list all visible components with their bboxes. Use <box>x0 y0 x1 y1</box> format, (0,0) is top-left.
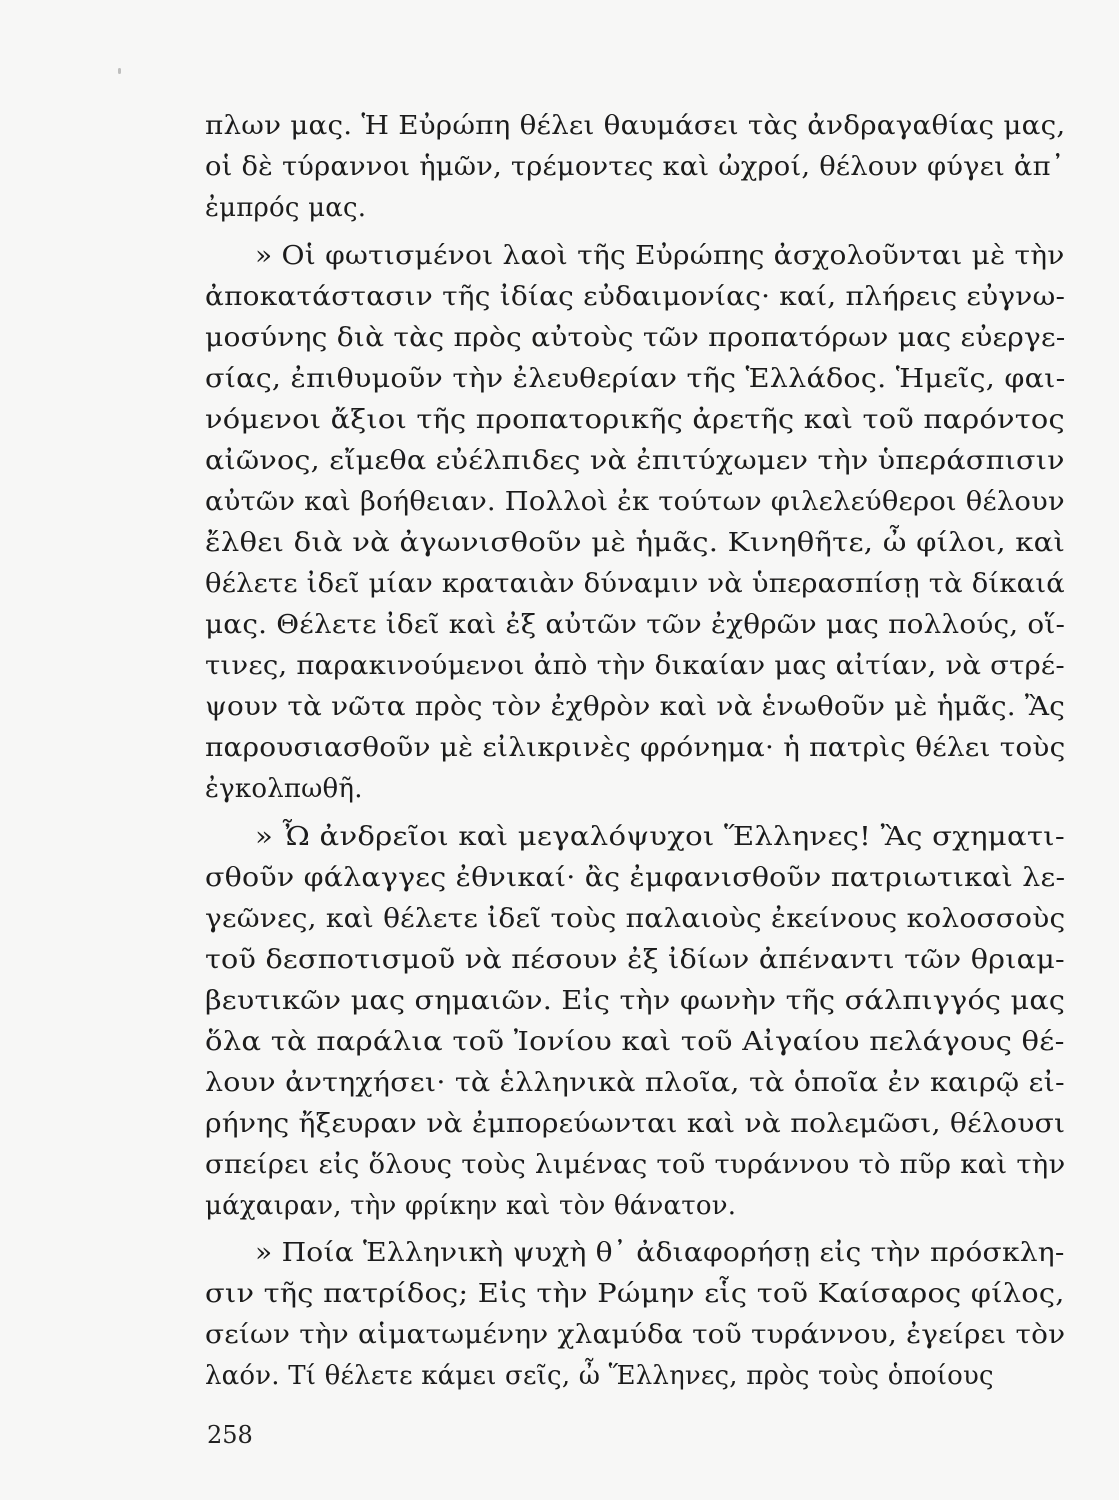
text-line-7: σίας, ἐπιθυμοῦν τὴν ἐλευθερίαν τῆς Ἑλλάδος. Ἡμεῖς, φαι- <box>205 364 1066 394</box>
text-line-22: βευτικῶν μας σημαιῶν. Εἰς τὴν φωνὴν τῆς σάλπιγγός μας <box>205 986 1066 1016</box>
text-line-11: ἔλθει διὰ νὰ ἀγωνισθοῦν μὲ ἡμᾶς. Κινηθῆτε, ὦ φίλοι, καὶ <box>205 528 1066 558</box>
text-line-17: ἐγκολπωθῆ. <box>205 774 363 804</box>
text-line-6: μοσύνης διὰ τὰς πρὸς αὐτοὺς τῶν προπατόρων μας εὐεργε- <box>205 323 1066 353</box>
text-line-8: νόμενοι ἄξιοι τῆς προπατορικῆς ἀρετῆς καὶ τοῦ παρόντος <box>205 405 1065 435</box>
text-line-12: θέλετε ἰδεῖ μίαν κραταιὰν δύναμιν νὰ ὑπερασπίσῃ τὰ δίκαιά <box>205 569 1065 599</box>
text-line-28: » Ποία Ἑλληνικὴ ψυχὴ θ᾽ ἀδιαφορήσῃ εἰς τὴν πρόσκλη- <box>255 1238 1065 1268</box>
text-line-13: μας. Θέλετε ἰδεῖ καὶ ἐξ αὐτῶν τῶν ἐχθρῶν μας πολλούς, οἵ- <box>205 610 1066 640</box>
text-line-23: ὅλα τὰ παράλια τοῦ Ἰονίου καὶ τοῦ Αἰγαίου πελάγους θέ- <box>205 1027 1065 1057</box>
ink-mark <box>118 68 121 74</box>
text-line-29: σιν τῆς πατρίδος; Εἰς τὴν Ρώμην εἷς τοῦ Καίσαρος φίλος, <box>205 1279 1065 1309</box>
text-line-4: » Οἱ φωτισμένοι λαοὶ τῆς Εὐρώπης ἀσχολοῦνται μὲ τὴν <box>255 241 1065 271</box>
text-line-27: μάχαιραν, τὴν φρίκην καὶ τὸν θάνατον. <box>205 1191 737 1221</box>
text-line-9: αἰῶνος, εἴμεθα εὐέλπιδες νὰ ἐπιτύχωμεν τὴν ὑπεράσπισιν <box>205 446 1065 476</box>
text-line-16: παρουσιασθοῦν μὲ εἰλικρινὲς φρόνημα· ἡ πατρὶς θέλει τοὺς <box>205 733 1066 763</box>
text-line-30: σείων τὴν αἱματωμένην χλαμύδα τοῦ τυράννου, ἐγείρει τὸν <box>205 1320 1066 1350</box>
text-line-15: ψουν τὰ νῶτα πρὸς τὸν ἐχθρὸν καὶ νὰ ἑνωθοῦν μὲ ἡμᾶς. Ἂς <box>205 692 1066 722</box>
text-line-2: οἱ δὲ τύραννοι ἡμῶν, τρέμοντες καὶ ὠχροί, θέλουν φύγει ἀπ᾽ <box>205 152 1065 182</box>
text-line-21: τοῦ δεσποτισμοῦ νὰ πέσουν ἐξ ἰδίων ἀπέναντι τῶν θριαμ- <box>205 945 1065 975</box>
text-line-26: σπείρει εἰς ὅλους τοὺς λιμένας τοῦ τυράννου τὸ πῦρ καὶ τὴν <box>205 1150 1066 1180</box>
text-line-19: σθοῦν φάλαγγες ἐθνικαί· ἂς ἐμφανισθοῦν πατριωτικαὶ λε- <box>205 863 1066 893</box>
text-line-3: ἐμπρός μας. <box>205 193 367 223</box>
text-line-14: τινες, παρακινούμενοι ἀπὸ τὴν δικαίαν μας αἰτίαν, νὰ στρέ- <box>205 651 1065 681</box>
text-line-31: λαόν. Τί θέλετε κάμει σεῖς, ὦ Ἕλληνες, πρὸς τοὺς ὁποίους <box>205 1361 994 1391</box>
page-number: 258 <box>207 1421 253 1449</box>
text-line-25: ρήνης ἤξευραν νὰ ἐμπορεύωνται καὶ νὰ πολεμῶσι, θέλουσι <box>205 1109 1066 1139</box>
text-line-1: πλων μας. Ἡ Εὐρώπη θέλει θαυμάσει τὰς ἀνδραγαθίας μας, <box>205 111 1066 141</box>
text-line-18: » Ὦ ἀνδρεῖοι καὶ μεγαλόψυχοι Ἕλληνες! Ἂς σχηματι- <box>255 822 1065 852</box>
text-line-24: λουν ἀντηχήσει· τὰ ἑλληνικὰ πλοῖα, τὰ ὁποῖα ἐν καιρῷ εἰ- <box>205 1068 1065 1098</box>
text-line-20: γεῶνες, καὶ θέλετε ἰδεῖ τοὺς παλαιοὺς ἐκείνους κολοσσοὺς <box>205 904 1066 934</box>
text-line-5: ἀποκατάστασιν τῆς ἰδίας εὐδαιμονίας· καί, πλήρεις εὐγνω- <box>205 282 1066 312</box>
text-line-10: αὐτῶν καὶ βοήθειαν. Πολλοὶ ἐκ τούτων φιλελεύθεροι θέλουν <box>205 487 1065 517</box>
